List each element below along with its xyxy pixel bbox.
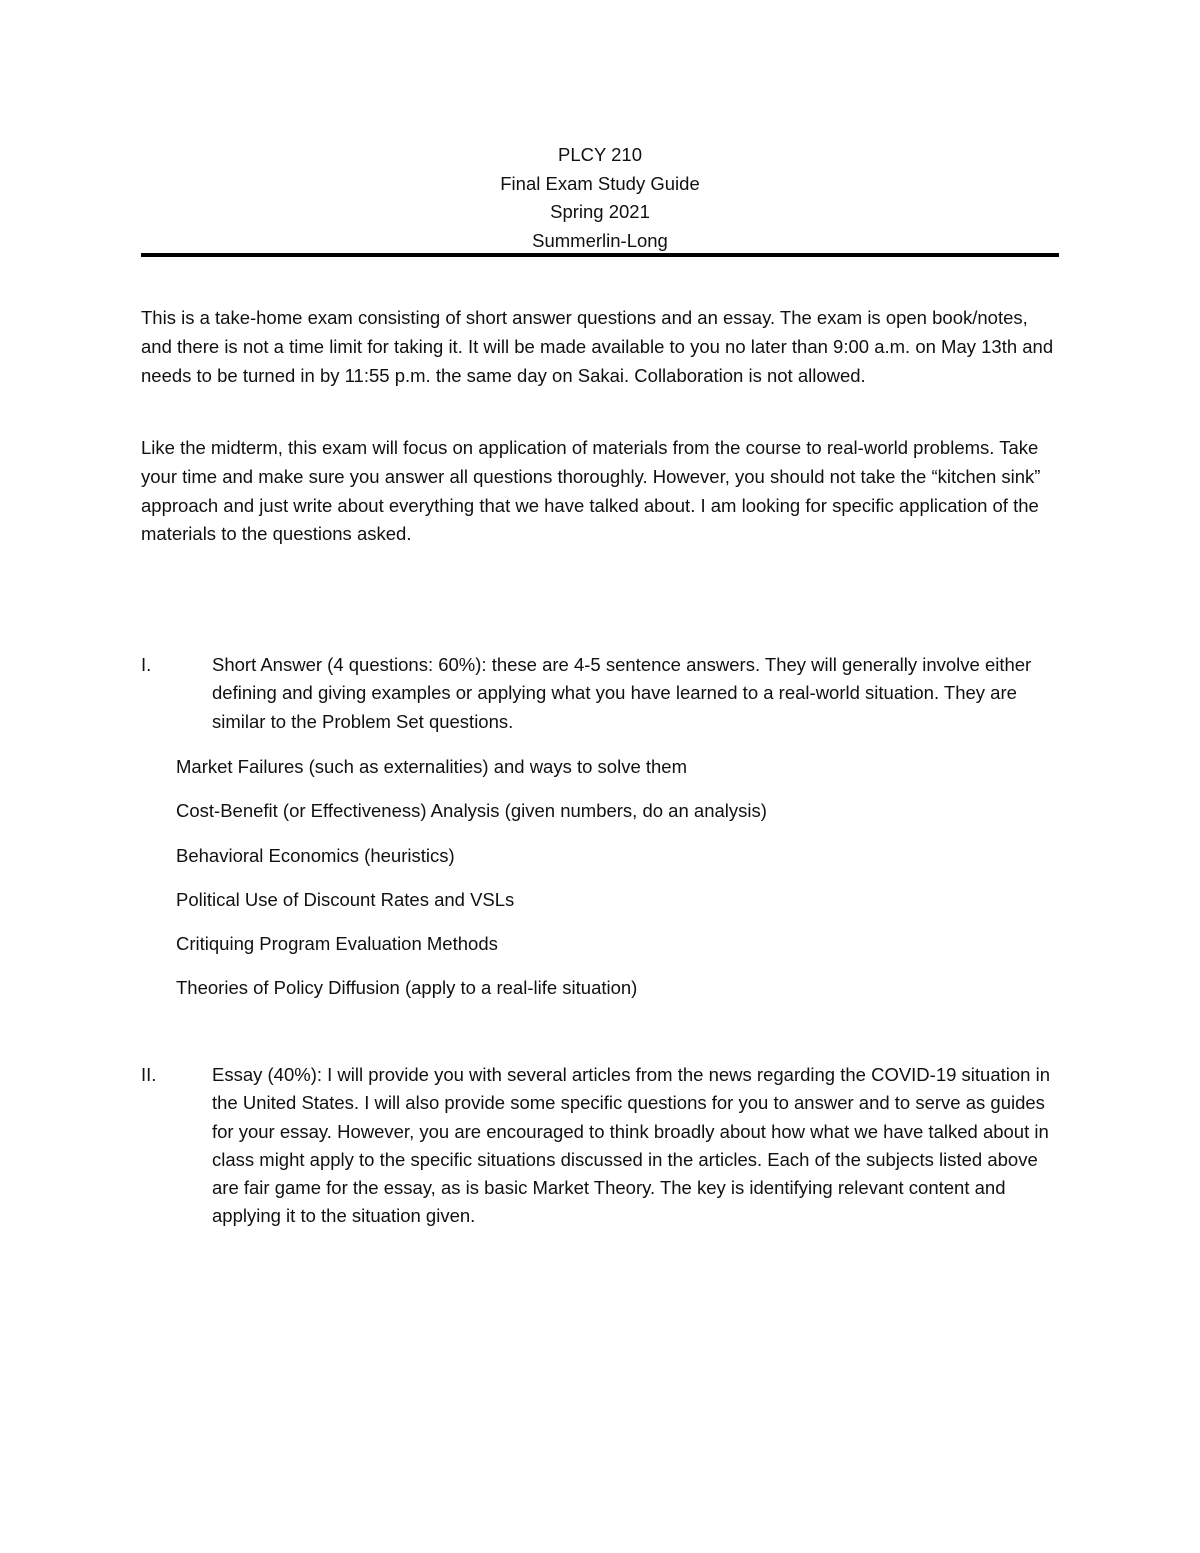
topic-item: Behavioral Economics (heuristics) — [176, 844, 455, 866]
topic-item: Market Failures (such as externalities) and ways to solve them — [176, 756, 688, 777]
term: Spring 2021 — [550, 201, 650, 222]
topic-list — [176, 753, 1056, 1019]
document-header — [0, 141, 1200, 255]
intro-paragraph-2: Like the midterm, this exam will focus on application of materials from the course to real-world problems. Take your time and make sure you answer all questions thoroughly. However, you should not take the “kitchen sink” approach and just write about everything that we have talked about. I am looking for specific application of the materials to the questions asked. — [141, 437, 1041, 545]
instructor-name: Summerlin-Long — [532, 229, 668, 251]
topic-item: Cost-Benefit (or Effectiveness) Analysis (given numbers, do an analysis) — [176, 800, 767, 822]
section-description: Short Answer (4 questions: 60%): these are 4-5 sentence answers. They will generally involve either defining and giving examples or applying what you have learned to a real-world situation. They are similar to the Problem Set questions. — [212, 654, 1032, 732]
header-divider — [141, 253, 1059, 257]
intro-paragraph-1: This is a take-home exam consisting of short answer questions and an essay. The exam is open book/notes, and there is not a time limit for taking it. It will be made available to you no later than 9:00 a.m. on May 13th and needs to be turned in by 11:55 p.m. the same day on Sakai. Collaboration is not allowed. — [141, 307, 1054, 386]
section-description: Essay (40%): I will provide you with several articles from the news regarding the COVID-19 situation in the United States. I will also provide some specific questions for you to answer and to serve as guides for your essay. However, you are encouraged to think broadly about how what we have talked about in class might apply to the specific situations discussed in the articles. Each of the subjects listed above are fair game for the essay, as is basic Market Theory. The key is identifying relevant content and applying it to the situation given. — [212, 1064, 1050, 1227]
topic-item: Political Use of Discount Rates and VSLs — [176, 888, 515, 910]
topic-item: Theories of Policy Diffusion (apply to a real-life situation) — [176, 977, 638, 999]
course-code: PLCY 210 — [558, 144, 642, 165]
section-numeral: I. — [141, 654, 152, 675]
document-title: Final Exam Study Guide — [500, 172, 700, 194]
topic-item: Critiquing Program Evaluation Methods — [176, 933, 498, 955]
section-numeral: II. — [141, 1064, 157, 1085]
